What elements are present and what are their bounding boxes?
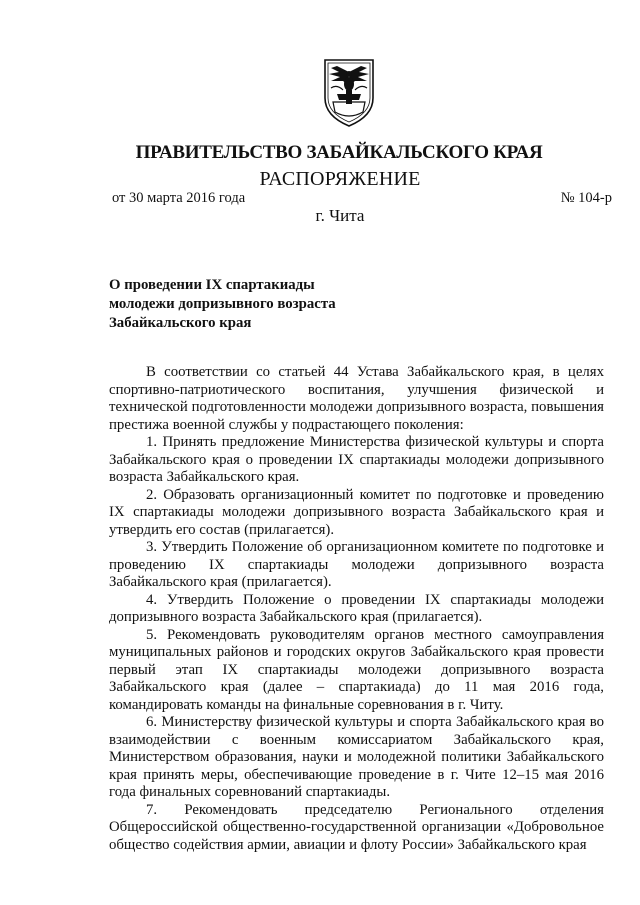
document-subject	[109, 276, 409, 333]
subject-line: молодежи допризывного возраста	[109, 296, 336, 312]
clause-1: 1. Принять предложение Министерства физической культуры и спорта Забайкальского края о проведении IX спартакиады молодежи допризывного возраста Забайкальского края.	[109, 434, 604, 485]
clause-5: 5. Рекомендовать руководителям органов местного самоуправления муниципальных районов и городских округов Забайкальского края провести первый этап IX спартакиады молодежи допризывного возраста Забайкальского края (далее – спартакиада) до 11 мая 2016 года, командировать команды на финальные соревнования в г. Читу.	[109, 626, 604, 713]
subject-line: О проведении IX спартакиады	[109, 277, 315, 293]
government-title: ПРАВИТЕЛЬСТВО ЗАБАЙКАЛЬСКОГО КРАЯ	[135, 142, 543, 163]
clause-7: 7. Рекомендовать председателю Регионального отделения Общероссийской общественно-государственной организации «Добровольное общество содействия армии, авиации и флоту России» Забайкальского края	[109, 801, 604, 853]
document-city: г. Чита	[315, 206, 365, 225]
document-date: от 30 марта 2016 года	[112, 190, 246, 206]
clause-6: 6. Министерству физической культуры и спорта Забайкальского края во взаимодействии с военным комиссариатом Забайкальского края, Министерством образования, науки и молодежной политики Забайкальского края принять меры, обеспечивающие проведение в г. Чите 12–15 мая 2016 года финальных соревнований спартакиады.	[109, 714, 604, 800]
document-body	[109, 364, 604, 854]
document-type: РАСПОРЯЖЕНИЕ	[259, 168, 421, 190]
subject-line: Забайкальского края	[109, 315, 252, 331]
coat-of-arms-icon	[317, 54, 381, 128]
document-number: № 104-р	[560, 190, 612, 206]
preamble-paragraph: В соответствии со статьей 44 Устава Забайкальского края, в целях спортивно-патриотического воспитания, улучшения физической и технической подготовленности молодежи допризывного возраста, повышения престижа военной службы у подрастающего поколения:	[109, 364, 604, 433]
clause-3: 3. Утвердить Положение об организационном комитете по подготовке и проведению IX спартакиады молодежи допризывного возраста Забайкальского края (прилагается).	[109, 539, 604, 590]
clause-2: 2. Образовать организационный комитет по подготовке и проведению IX спартакиады молодежи допризывного возраста Забайкальского края и утвердить его состав (прилагается).	[109, 486, 604, 538]
clause-4: 4. Утвердить Положение о проведении IX спартакиады молодежи допризывного возраста Забайкальского края (прилагается).	[109, 591, 604, 625]
